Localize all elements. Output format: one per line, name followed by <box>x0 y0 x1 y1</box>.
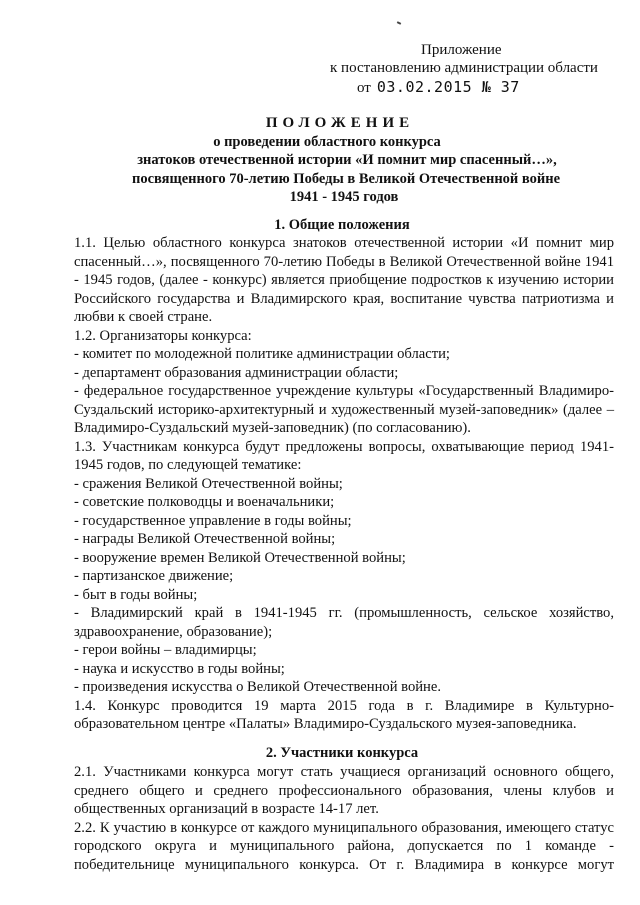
appendix-reference: к постановлению администрации области <box>330 60 598 76</box>
appendix-title: Приложение <box>421 42 502 58</box>
title-line-1: о проведении областного конкурса <box>213 133 441 150</box>
section-2-body <box>74 763 614 874</box>
topic-item: - партизанское движение; <box>74 568 234 584</box>
title-main: ПОЛОЖЕНИЕ <box>265 115 415 131</box>
paragraph-1-1: 1.1. Целью областного конкурса знатоков отечественной истории «И помнит мир спасенный…», посвященного 70-летию Победы в Великой Отечественной войне 1941 - 1945 годов, (далее - конкурс) является приобщение подростков к изучению истории Российского государства и Владимирского края, воспитание чувства патриотизма и любви к своей стране. <box>74 235 614 325</box>
topic-item: - награды Великой Отечественной войны; <box>74 531 336 547</box>
topic-item: - произведения искусства о Великой Отечественной войне. <box>74 679 441 695</box>
scan-mark <box>397 21 401 25</box>
title-line-2: знатоков отечественной истории «И помнит мир спасенный…», <box>137 152 557 168</box>
topic-item: - вооружение времен Великой Отечественной войны; <box>74 549 406 566</box>
title-line-3: посвященного 70-летию Победы в Великой Отечественной войне <box>131 170 561 187</box>
topic-item: - быт в годы войны; <box>74 586 198 603</box>
topic-item: - советские полководцы и военачальники; <box>74 494 335 510</box>
paragraph-1-4: 1.4. Конкурс проводится 19 марта 2015 года в г. Владимире в Культурно-образовательном центре «Палаты» Владимиро-Суздальского музея-заповедника. <box>74 697 614 732</box>
date-and-number: 03.02.2015 № 37 <box>376 78 520 96</box>
paragraph-2-1: 2.1. Участниками конкурса могут стать учащиеся организаций основного общего, среднего общего и среднего профессионального образования, члены клубов и общественных организаций в возрасте 14-17 лет. <box>74 764 614 817</box>
paragraph-2-2: 2.2. К участию в конкурсе от каждого муниципального образования, имеющего статус городского округа и муниципального района, допускается по 1 команде - победительнице муниципального конкурса. От г. Владимира в конкурсе могут <box>74 819 614 873</box>
organizer-item: - комитет по молодежной политике администрации области; <box>74 346 450 362</box>
topic-item: - Владимирский край в 1941-1945 гг. (промышленность, сельское хозяйство, здравоохранение, образование); <box>74 605 614 640</box>
organizer-item: - федеральное государственное учреждение культуры «Государственный Владимиро-Суздальский историко-архитектурный и художественный музей-заповедник» (далее – Владимиро-Суздальский музей-заповедник) (по согласованию). <box>74 383 614 436</box>
section-1-heading: 1. Общие положения <box>274 217 410 233</box>
topic-item: - наука и искусство в годы войны; <box>74 660 285 677</box>
topic-item: - сражения Великой Отечественной войны; <box>74 475 343 492</box>
document-title <box>0 114 640 207</box>
section-2-heading: 2. Участники конкурса <box>265 745 419 761</box>
date-prefix: от <box>357 80 371 96</box>
organizer-item: - департамент образования администрации области; <box>74 364 399 381</box>
paragraph-1-2: 1.2. Организаторы конкурса: <box>74 327 252 344</box>
appendix-date-line <box>357 79 520 97</box>
paragraph-1-3: 1.3. Участникам конкурса будут предложены вопросы, охватывающие период 1941-1945 годов, по следующей тематике: <box>74 438 614 473</box>
topic-item: - герои войны – владимирцы; <box>74 642 257 658</box>
title-line-4: 1941 - 1945 годов <box>289 189 399 205</box>
topic-item: - государственное управление в годы войны; <box>74 512 352 529</box>
section-1-body <box>74 234 614 734</box>
